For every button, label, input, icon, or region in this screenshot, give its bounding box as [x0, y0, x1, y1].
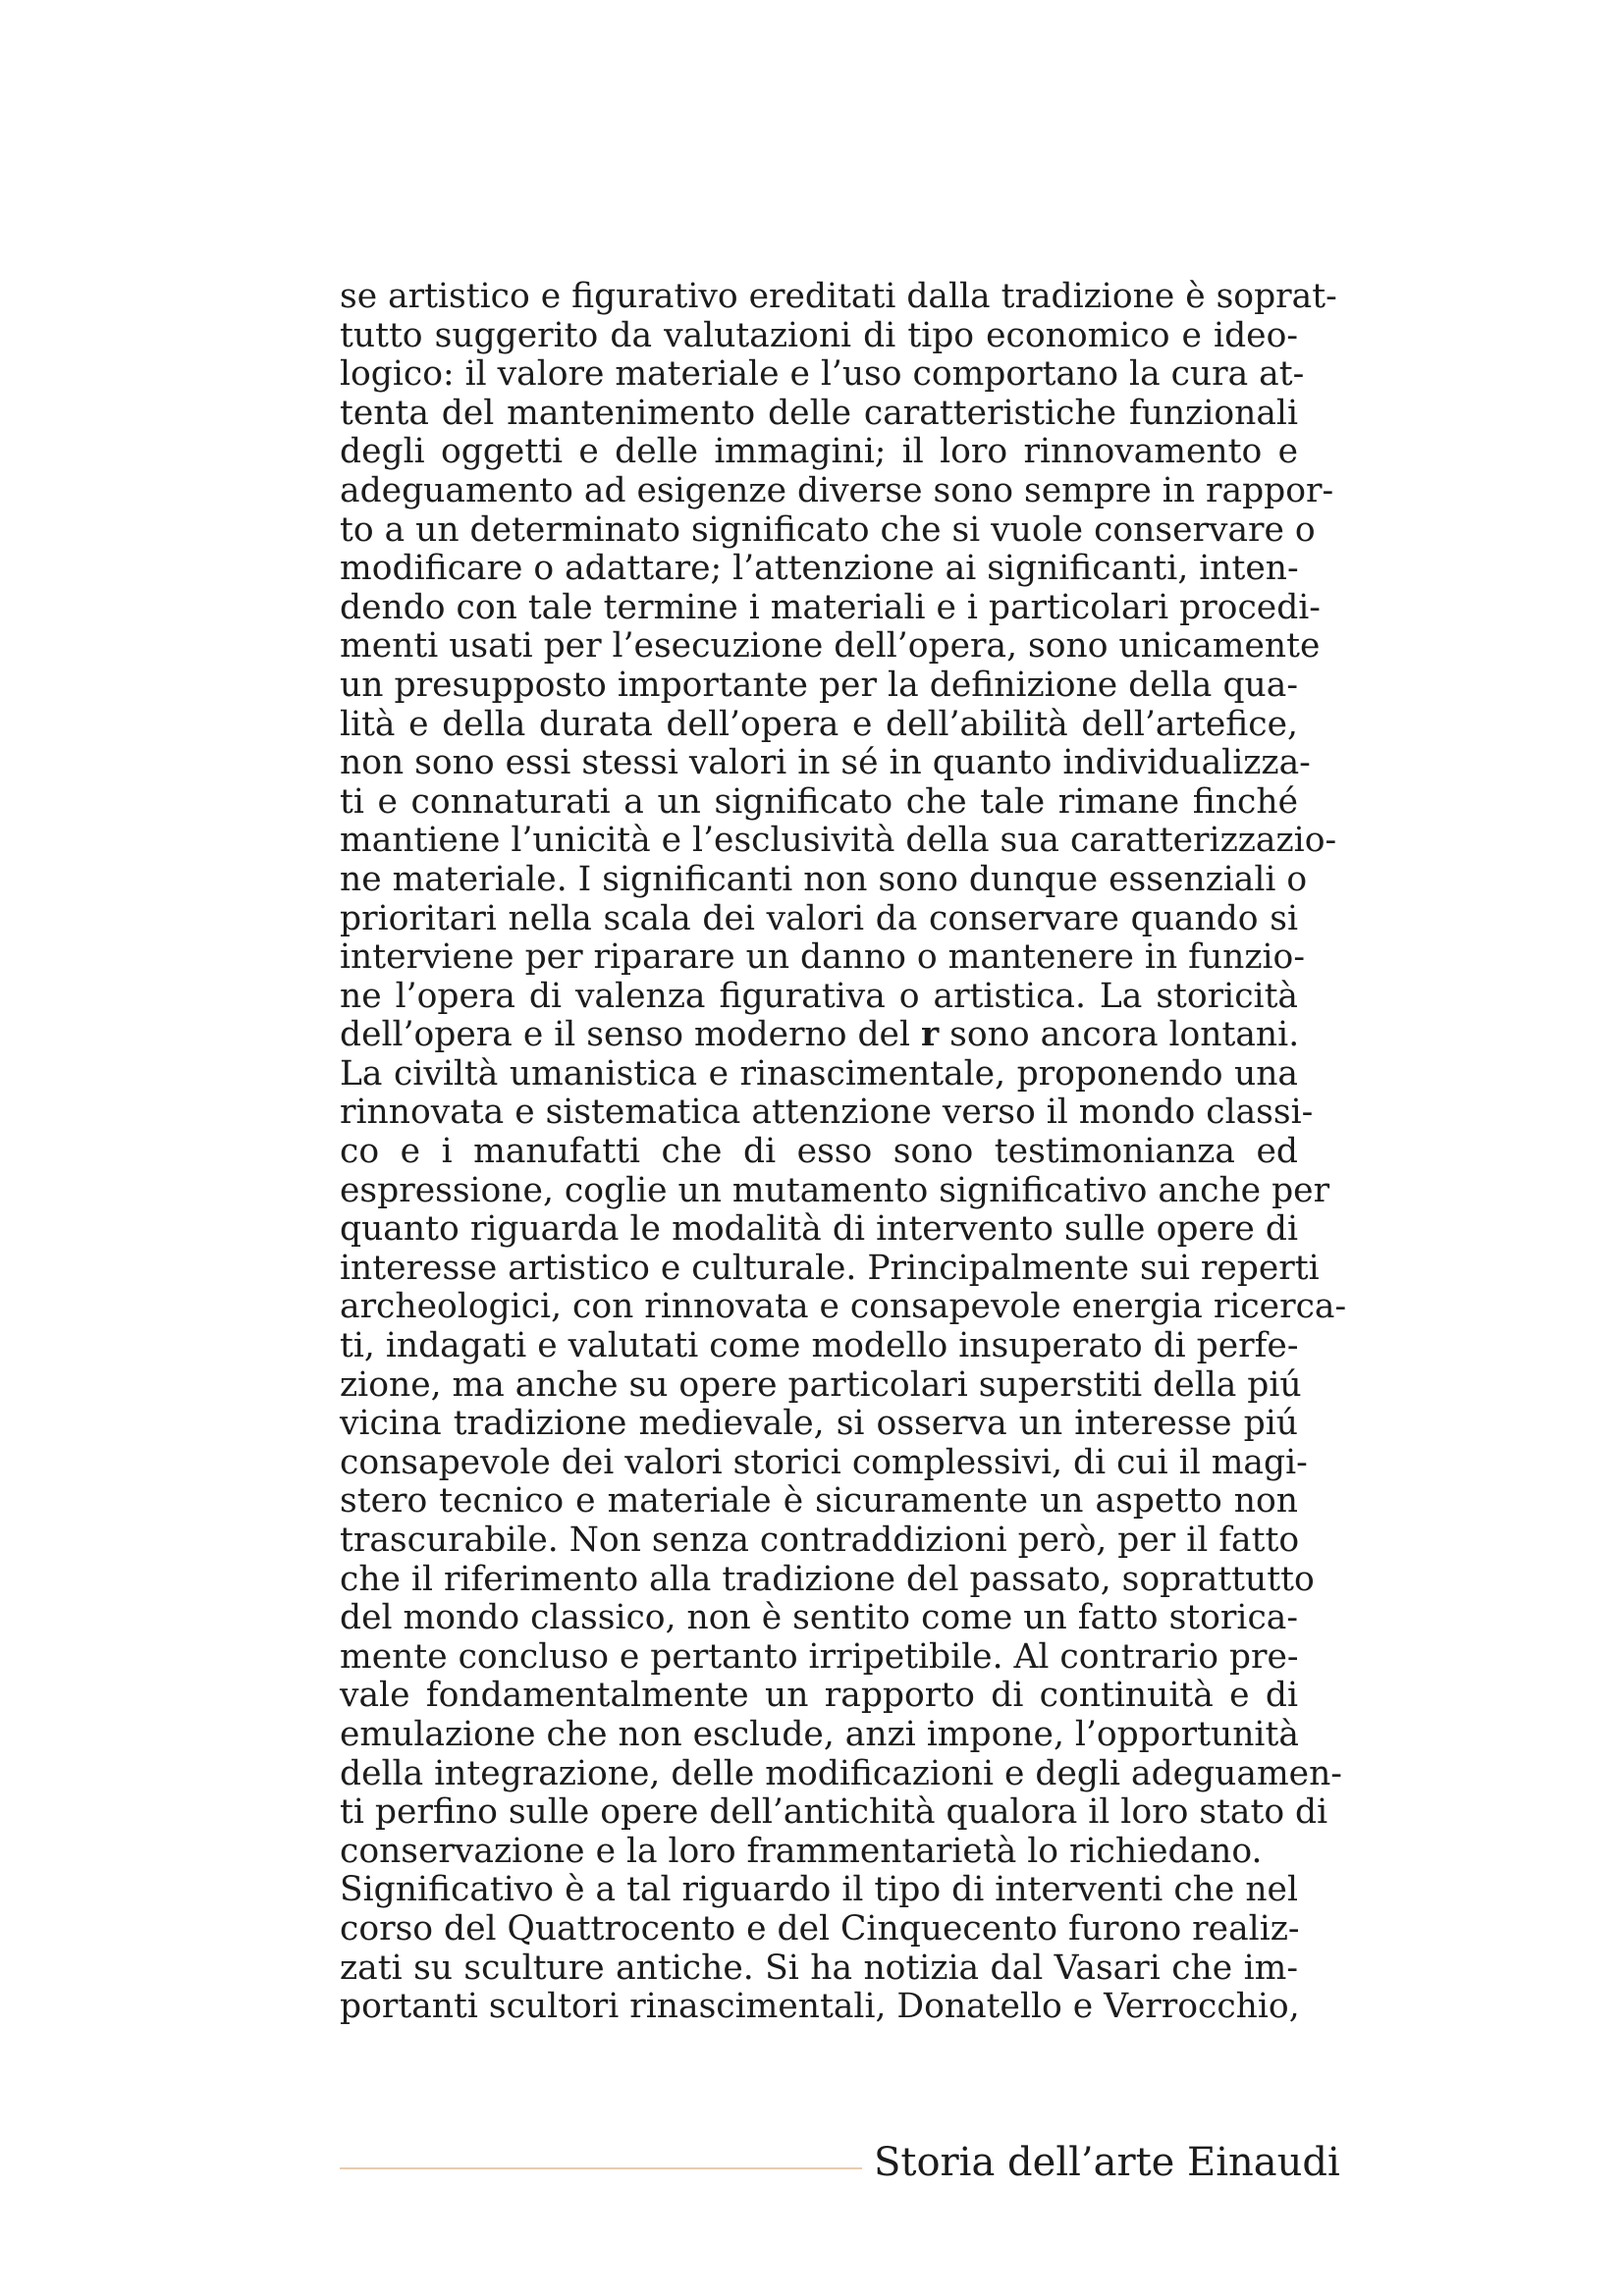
- body-text: [340, 277, 1347, 2027]
- footer-rule: [340, 2167, 862, 2169]
- text-line: co e i manufatti che di esso sono testimonianza ed: [340, 1132, 1298, 1172]
- text-line: tenta del mantenimento delle caratteristiche funzionali: [340, 393, 1298, 433]
- text-line: dendo con tale termine i materiali e i particolari procedi-: [340, 587, 1321, 627]
- text-line: mente concluso e pertanto irripetibile. Al contrario pre-: [340, 1636, 1299, 1677]
- text-line: to a un determinato significato che si vuole conservare o: [340, 509, 1316, 550]
- text-line: archeologici, con rinnovata e consapevole energia ricerca-: [340, 1287, 1347, 1327]
- text-line: emulazione che non esclude, anzi impone, l’opportunità: [340, 1714, 1299, 1754]
- text-line: un presupposto importante per la definizione della qua-: [340, 665, 1298, 705]
- text-line: conservazione e la loro frammentarietà lo richiedano.: [340, 1831, 1263, 1871]
- text-line: stero tecnico e materiale è sicuramente un aspetto non: [340, 1481, 1298, 1522]
- text-line: mantiene l’unicità e l’esclusività della sua caratterizzazio-: [340, 821, 1337, 861]
- text-line: corso del Quattrocento e del Cinquecento furono realiz-: [340, 1908, 1300, 1949]
- text-line: interviene per riparare un danno o mantenere in funzio-: [340, 937, 1305, 978]
- text-line: interesse artistico e culturale. Principalmente sui reperti: [340, 1248, 1320, 1288]
- text-line: dell’opera e il senso moderno del r sono ancora lontani.: [340, 1015, 1300, 1055]
- text-line: La civiltà umanistica e rinascimentale, proponendo una: [340, 1053, 1298, 1094]
- text-line: che il riferimento alla tradizione del passato, soprattutto: [340, 1559, 1315, 1599]
- text-line: se artistico e figurativo ereditati dalla tradizione è soprat-: [340, 277, 1337, 316]
- text-line: vicina tradizione medievale, si osserva un interesse piú: [340, 1404, 1298, 1444]
- text-line: degli oggetti e delle immagini; il loro rinnovamento e: [340, 432, 1298, 472]
- text-line: espressione, coglie un mutamento significativo anche per: [340, 1170, 1330, 1210]
- text-line: logico: il valore materiale e l’uso comportano la cura at-: [340, 354, 1305, 395]
- text-line: della integrazione, delle modificazioni e degli adeguamen-: [340, 1753, 1342, 1793]
- text-line: lità e della durata dell’opera e dell’abilità dell’artefice,: [340, 704, 1298, 744]
- text-line: Significativo è a tal riguardo il tipo di interventi che nel: [340, 1870, 1298, 1910]
- footer-title: Storia dell’arte Einaudi: [874, 2140, 1340, 2185]
- text-line: zati su sculture antiche. Si ha notizia dal Vasari che im-: [340, 1948, 1298, 1988]
- text-line: menti usati per l’esecuzione dell’opera, sono unicamente: [340, 626, 1321, 667]
- text-line: zione, ma anche su opere particolari superstiti della piú: [340, 1364, 1302, 1405]
- text-line: adeguamento ad esigenze diverse sono sempre in rappor-: [340, 470, 1334, 510]
- text-line: quanto riguarda le modalità di intervento sulle opere di: [340, 1209, 1298, 1250]
- text-line: non sono essi stessi valori in sé in quanto individualizza-: [340, 743, 1311, 783]
- text-line: del mondo classico, non è sentito come un fatto storica-: [340, 1598, 1298, 1638]
- text-line: ti e connaturati a un significato che tale rimane finché: [340, 781, 1298, 822]
- text-line: prioritari nella scala dei valori da conservare quando si: [340, 898, 1298, 938]
- text-line: consapevole dei valori storici complessivi, di cui il magi-: [340, 1442, 1308, 1482]
- text-line: ne materiale. I significanti non sono dunque essenziali o: [340, 859, 1308, 899]
- text-line: vale fondamentalmente un rapporto di continuità e di: [340, 1676, 1298, 1716]
- text-line: trascurabile. Non senza contraddizioni però, per il fatto: [340, 1521, 1300, 1560]
- text-line: portanti scultori rinascimentali, Donatello e Verrocchio,: [340, 1987, 1300, 2027]
- text-line: ti perfino sulle opere dell’antichità qualora il loro stato di: [340, 1792, 1328, 1833]
- text-line: rinnovata e sistematica attenzione verso il mondo classi-: [340, 1093, 1314, 1133]
- bold-r: r: [920, 1015, 940, 1055]
- text-line: ti, indagati e valutati come modello insuperato di perfe-: [340, 1326, 1299, 1366]
- text-line: tutto suggerito da valutazioni di tipo economico e ideo-: [340, 315, 1298, 355]
- text-line: modificare o adattare; l’attenzione ai significanti, inten-: [340, 549, 1299, 589]
- text-line: ne l’opera di valenza figurativa o artistica. La storicità: [340, 976, 1298, 1016]
